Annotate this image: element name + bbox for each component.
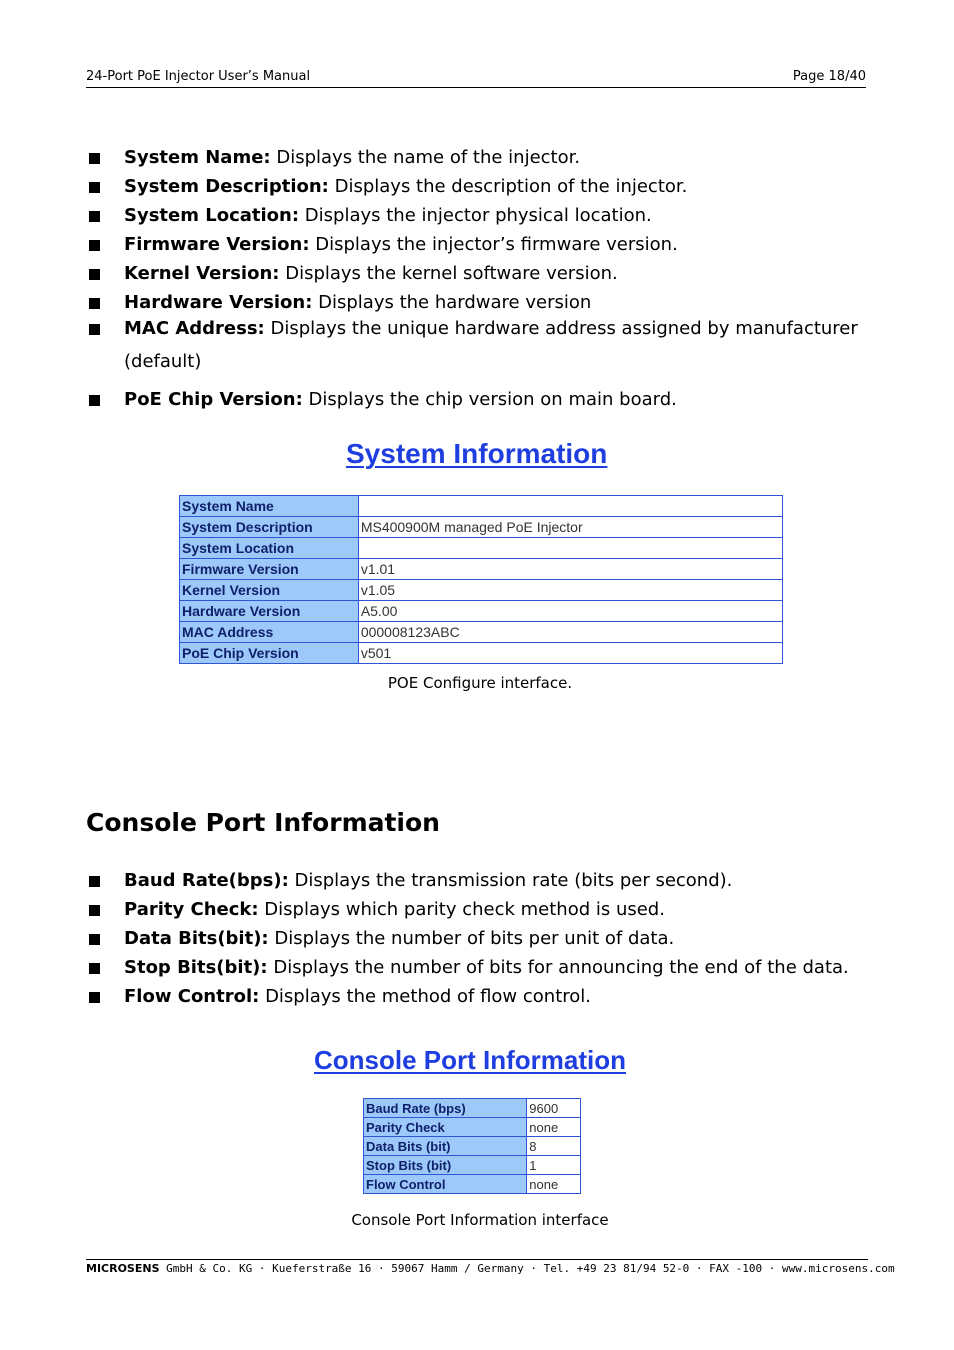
bullet-term: Kernel Version:	[124, 263, 280, 284]
bullet-desc: Displays the unique hardware address assigned by manufacturer	[264, 318, 858, 339]
square-bullet-icon	[89, 298, 100, 309]
bullet-item	[86, 870, 866, 892]
row-value: v1.01	[358, 559, 782, 580]
table-row	[180, 559, 783, 580]
row-value: v1.05	[358, 580, 782, 601]
bullet-term: Baud Rate(bps):	[124, 870, 289, 891]
bullet-desc: Displays the injector physical location.	[299, 205, 652, 226]
square-bullet-icon	[89, 395, 100, 406]
square-bullet-icon	[89, 963, 100, 974]
bullet-desc: Displays the injector’s firmware version.	[309, 234, 678, 255]
system-information-table	[179, 495, 783, 664]
page-header	[86, 68, 866, 88]
table-row	[364, 1118, 581, 1137]
bullet-term: MAC Address:	[124, 318, 265, 339]
bullet-item	[86, 986, 866, 1008]
row-label: PoE Chip Version	[180, 643, 359, 664]
row-value: v501	[358, 643, 782, 664]
bullet-item	[86, 928, 866, 950]
table-row	[364, 1137, 581, 1156]
table-row	[180, 580, 783, 601]
row-value: none	[527, 1175, 581, 1194]
bullet-term: System Location:	[124, 205, 300, 226]
console-table-caption: Console Port Information interface	[351, 1211, 609, 1229]
bullet-desc: Displays the number of bits for announcing the end of the data.	[267, 957, 849, 978]
table-row	[364, 1175, 581, 1194]
row-value: 9600	[527, 1099, 581, 1118]
row-label: Hardware Version	[180, 601, 359, 622]
bullet-term: System Description:	[124, 176, 329, 197]
row-value: none	[527, 1118, 581, 1137]
square-bullet-icon	[89, 876, 100, 887]
row-label: System Name	[180, 496, 359, 517]
bullet-item	[86, 318, 866, 373]
bullet-term: Hardware Version:	[124, 292, 313, 313]
row-value: A5.00	[358, 601, 782, 622]
bullet-item	[86, 263, 866, 285]
bullet-desc-continued: (default)	[124, 351, 202, 372]
square-bullet-icon	[89, 153, 100, 164]
table-row	[180, 496, 783, 517]
row-label: Parity Check	[364, 1118, 527, 1137]
row-label: System Location	[180, 538, 359, 559]
bullet-term: PoE Chip Version:	[124, 389, 303, 410]
bullet-term: System Name:	[124, 147, 271, 168]
console-port-table	[363, 1098, 581, 1194]
row-value	[358, 538, 782, 559]
square-bullet-icon	[89, 934, 100, 945]
square-bullet-icon	[89, 992, 100, 1003]
bullet-item	[86, 205, 866, 227]
bullet-desc: Displays the kernel software version.	[279, 263, 618, 284]
row-value: 1	[527, 1156, 581, 1175]
table-row	[364, 1099, 581, 1118]
console-port-information-title: Console Port Information	[314, 1045, 626, 1075]
bullet-term: Stop Bits(bit):	[124, 957, 268, 978]
row-label: Data Bits (bit)	[364, 1137, 527, 1156]
bullet-item	[86, 389, 866, 411]
company-address: GmbH & Co. KG · Kueferstraße 16 · 59067 Hamm / Germany · Tel. +49 23 81/94 52-0 · FAX -100 · www.microsens.com	[159, 1262, 895, 1275]
bullet-desc: Displays the name of the injector.	[270, 147, 581, 168]
square-bullet-icon	[89, 324, 100, 335]
bullet-item	[86, 234, 866, 256]
row-value: 000008123ABC	[358, 622, 782, 643]
bullet-term: Data Bits(bit):	[124, 928, 269, 949]
row-label: Flow Control	[364, 1175, 527, 1194]
table-row	[180, 643, 783, 664]
bullet-desc: Displays the method of flow control.	[259, 986, 591, 1007]
bullet-term: Parity Check:	[124, 899, 259, 920]
square-bullet-icon	[89, 240, 100, 251]
row-label: Kernel Version	[180, 580, 359, 601]
manual-title: 24-Port PoE Injector User’s Manual	[86, 69, 311, 84]
square-bullet-icon	[89, 905, 100, 916]
row-value	[358, 496, 782, 517]
bullet-desc: Displays the transmission rate (bits per second).	[288, 870, 733, 891]
system-information-title: System Information	[346, 438, 608, 469]
square-bullet-icon	[89, 182, 100, 193]
row-value: 8	[527, 1137, 581, 1156]
table-row	[180, 622, 783, 643]
square-bullet-icon	[89, 269, 100, 280]
table-row	[364, 1156, 581, 1175]
system-table-caption: POE Configure interface.	[387, 674, 573, 692]
bullet-term: Firmware Version:	[124, 234, 310, 255]
bullet-item	[86, 899, 866, 921]
row-label: Stop Bits (bit)	[364, 1156, 527, 1175]
section-heading: Console Port Information	[86, 808, 440, 837]
page-number: Page 18/40	[792, 69, 866, 84]
bullet-desc: Displays the description of the injector.	[328, 176, 688, 197]
bullet-term: Flow Control:	[124, 986, 260, 1007]
bullet-item	[86, 147, 866, 169]
bullet-desc: Displays which parity check method is used.	[258, 899, 665, 920]
row-label: Firmware Version	[180, 559, 359, 580]
table-row	[180, 601, 783, 622]
bullet-item	[86, 176, 866, 198]
bullet-desc: Displays the chip version on main board.	[302, 389, 677, 410]
system-bullet-list	[86, 147, 866, 411]
square-bullet-icon	[89, 211, 100, 222]
bullet-item	[86, 292, 866, 314]
company-name: MICROSENS	[86, 1262, 160, 1275]
row-label: Baud Rate (bps)	[364, 1099, 527, 1118]
row-label: System Description	[180, 517, 359, 538]
console-bullet-list	[86, 870, 866, 1008]
bullet-desc: Displays the number of bits per unit of data.	[268, 928, 675, 949]
page-footer	[86, 1259, 895, 1275]
bullet-desc: Displays the hardware version	[312, 292, 592, 313]
bullet-item	[86, 957, 866, 979]
table-row	[180, 538, 783, 559]
row-label: MAC Address	[180, 622, 359, 643]
row-value: MS400900M managed PoE Injector	[358, 517, 782, 538]
table-row	[180, 517, 783, 538]
